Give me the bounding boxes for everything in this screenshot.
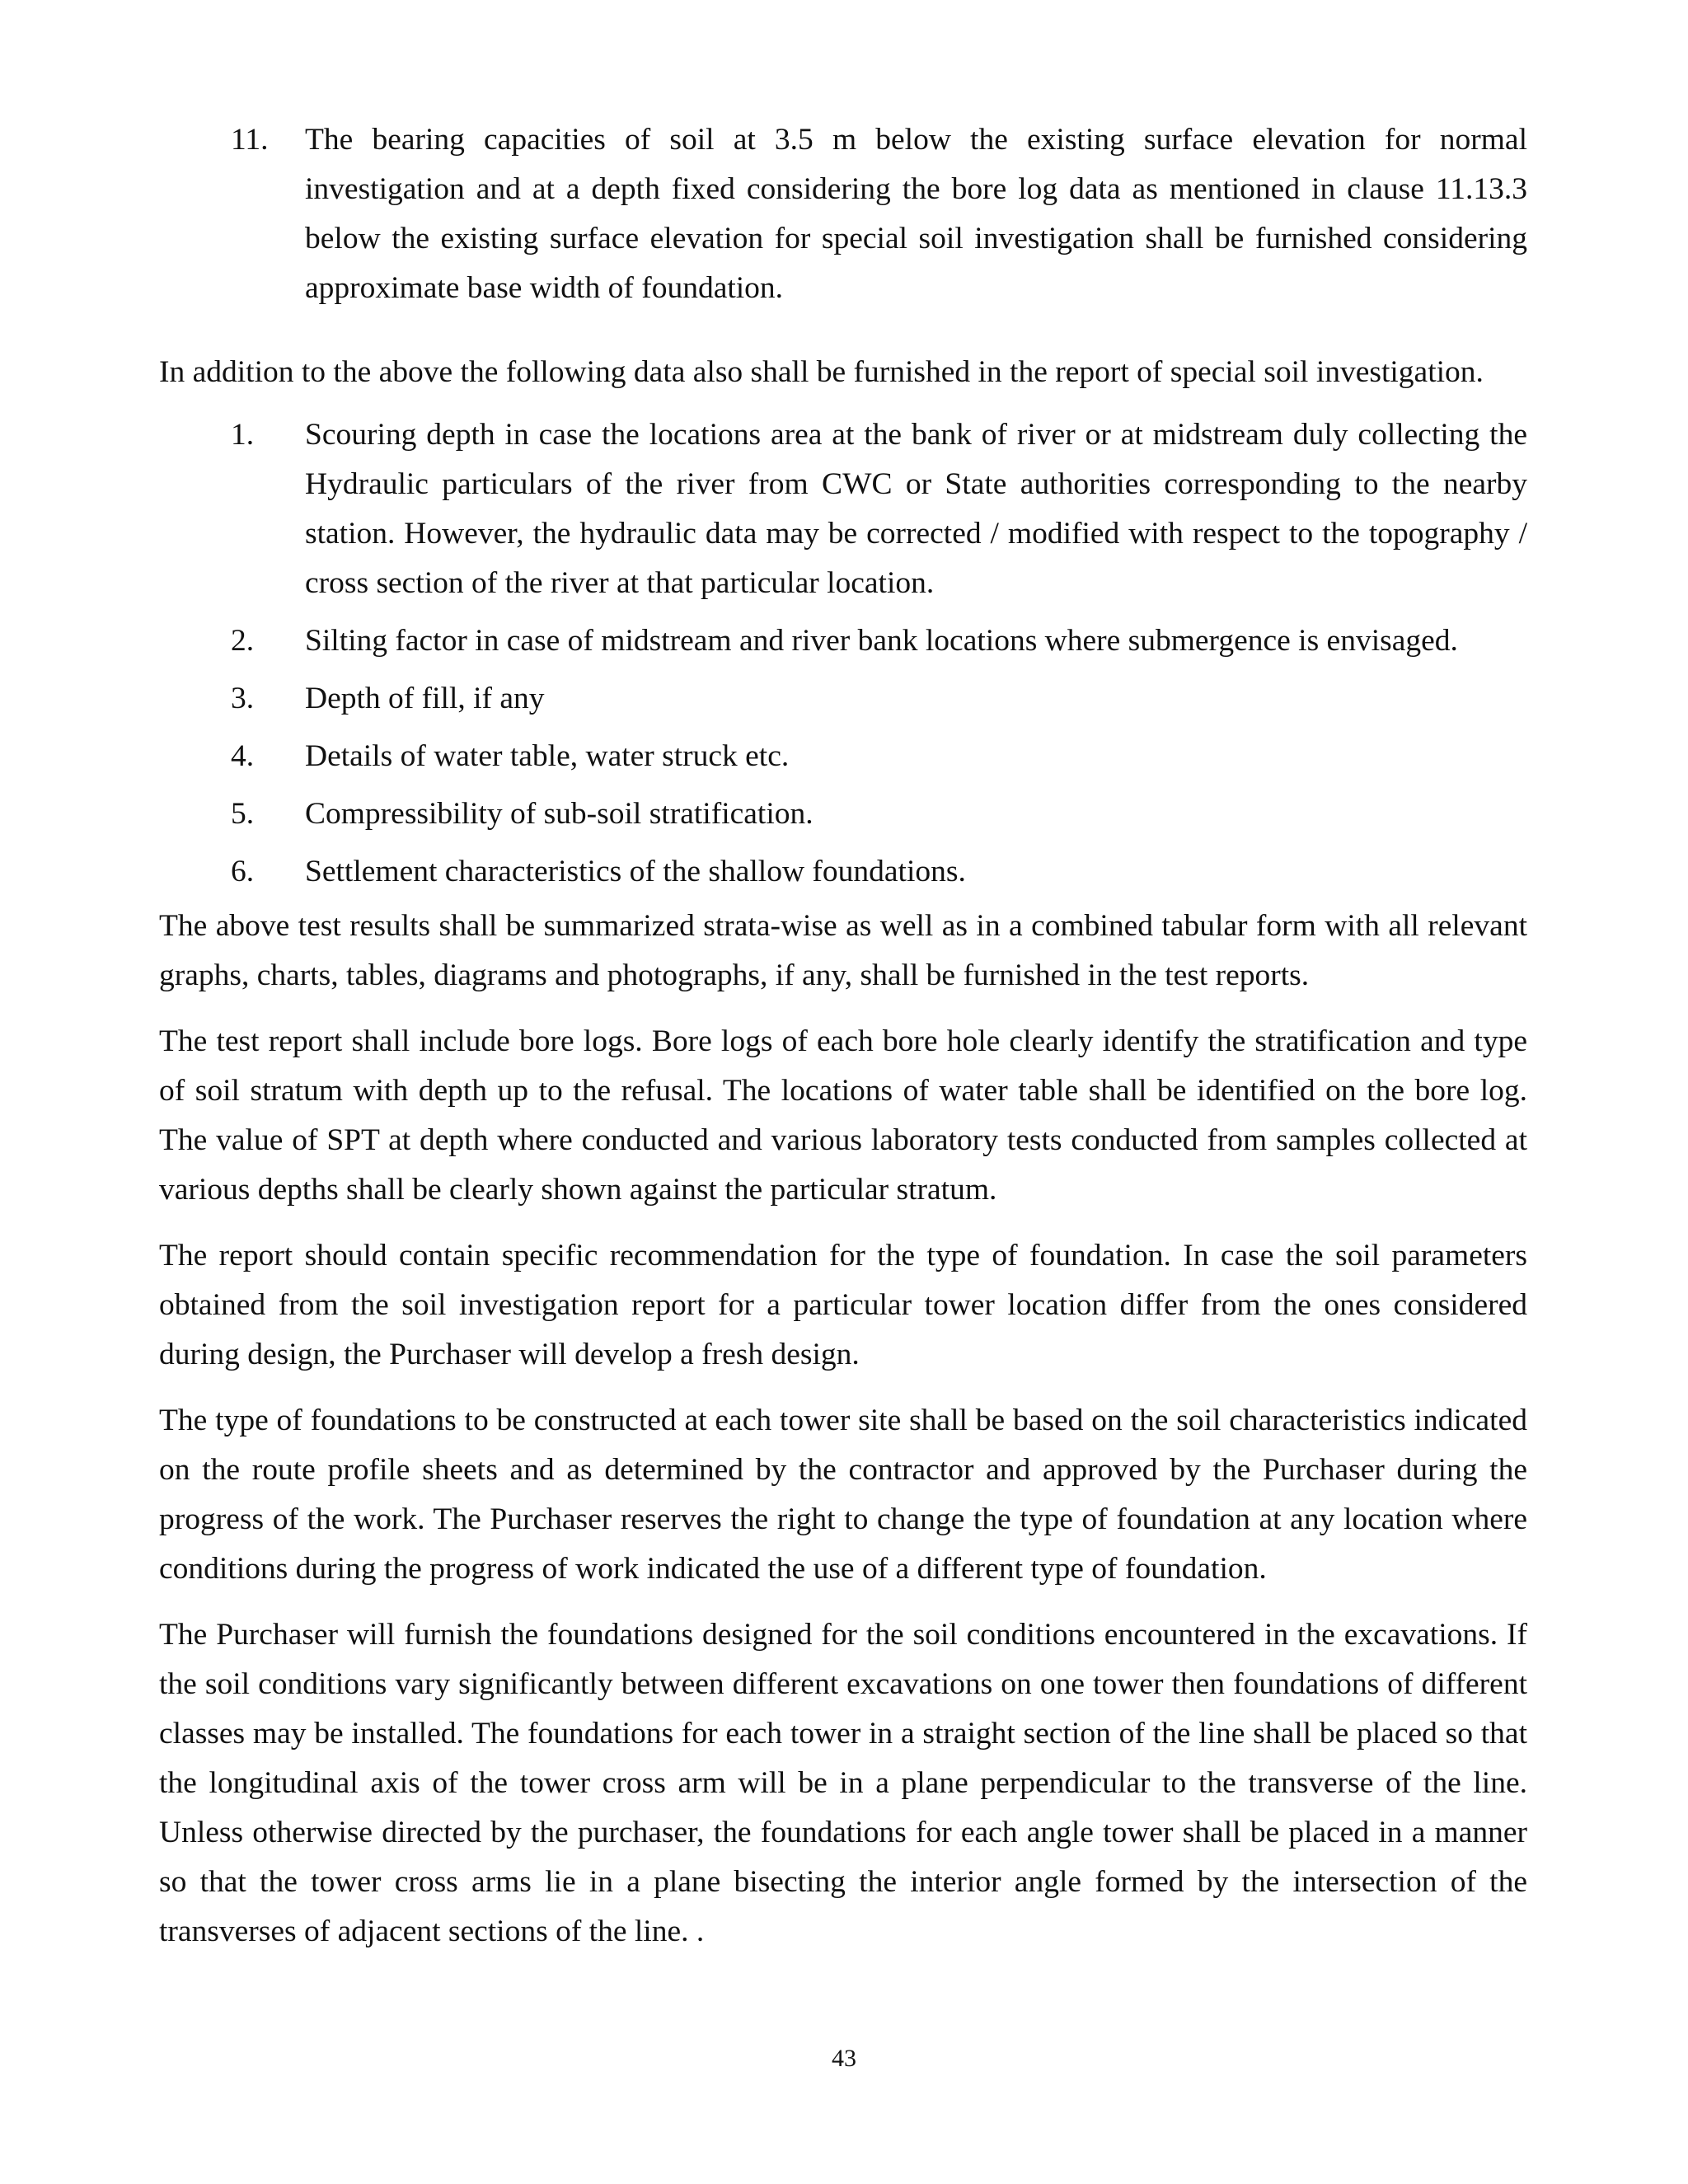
list-item-text: Scouring depth in case the locations area at the bank of river or at midstream duly collecting the Hydraulic particulars of the river from CWC or State authorities corresponding to the nearby station. However, the hydraulic data may be corrected / modified with respect to the topography / cross section of the river at that particular location. xyxy=(305,418,1527,600)
list-item-text: Settlement characteristics of the shallow foundations. xyxy=(305,855,966,888)
bore-logs-paragraph: The test report shall include bore logs. Bore logs of each bore hole clearly identify the stratification and type of soil stratum with depth up to the refusal. The locations of water table shall be identified on the bore log. The value of SPT at depth where conducted and various laboratory tests conducted from samples collected at various depths shall be clearly shown against the particular stratum. xyxy=(159,1024,1527,1207)
list-item xyxy=(231,616,1527,666)
list-item-11 xyxy=(231,115,1527,313)
document-page xyxy=(159,115,1527,1973)
test-results-paragraph: The above test results shall be summarized strata-wise as well as in a combined tabular form with all relevant graphs, charts, tables, diagrams and photographs, if any, shall be furnished in the test reports. xyxy=(159,909,1527,992)
intro-paragraph: In addition to the above the following data also shall be furnished in the report of special soil investigation. xyxy=(159,355,1484,389)
list-item xyxy=(231,410,1527,608)
foundation-type-paragraph: The type of foundations to be constructed at each tower site shall be based on the soil characteristics indicated on the route profile sheets and as determined by the contractor and approved by the Purchaser during the progress of the work. The Purchaser reserves the right to change the type of foundation at any location where conditions during the progress of work indicated the use of a different type of foundation. xyxy=(159,1404,1527,1586)
list-item-text: The bearing capacities of soil at 3.5 m below the existing surface elevation for normal investigation and at a depth fixed considering the bore log data as mentioned in clause 11.13.3 below the existing surface elevation for special soil investigation shall be furnished considering approximate base width of foundation. xyxy=(305,123,1527,305)
list-item xyxy=(231,732,1527,781)
list-item xyxy=(231,674,1527,724)
page-number: 43 xyxy=(832,2045,856,2072)
list-item-number: 11. xyxy=(231,123,269,157)
list-item-number: 2. xyxy=(231,624,255,658)
list-item-text: Depth of fill, if any xyxy=(305,682,545,715)
list-item xyxy=(231,790,1527,839)
list-item-number: 4. xyxy=(231,739,255,773)
list-item-text: Details of water table, water struck etc. xyxy=(305,739,790,773)
special-investigation-list xyxy=(159,410,1527,897)
list-item xyxy=(231,847,1527,897)
list-item-text: Silting factor in case of midstream and river bank locations where submergence is envisaged. xyxy=(305,624,1458,658)
list-item-text: Compressibility of sub-soil stratification. xyxy=(305,797,814,831)
list-item-number: 6. xyxy=(231,855,255,888)
recommendation-paragraph: The report should contain specific recommendation for the type of foundation. In case the soil parameters obtained from the soil investigation report for a particular tower location differ from the ones considered during design, the Purchaser will develop a fresh design. xyxy=(159,1239,1527,1371)
list-item-number: 1. xyxy=(231,418,255,452)
list-item-number: 5. xyxy=(231,797,255,831)
foundation-placement-paragraph: The Purchaser will furnish the foundations designed for the soil conditions encountered in the excavations. If the soil conditions vary significantly between different excavations on one tower then foundations of different classes may be installed. The foundations for each tower in a straight section of the line shall be placed so that the longitudinal axis of the tower cross arm will be in a plane perpendicular to the transverse of the line. Unless otherwise directed by the purchaser, the foundations for each angle tower shall be placed in a manner so that the tower cross arms lie in a plane bisecting the interior angle formed by the intersection of the transverses of adjacent sections of the line. . xyxy=(159,1618,1527,1948)
list-item-number: 3. xyxy=(231,682,255,715)
